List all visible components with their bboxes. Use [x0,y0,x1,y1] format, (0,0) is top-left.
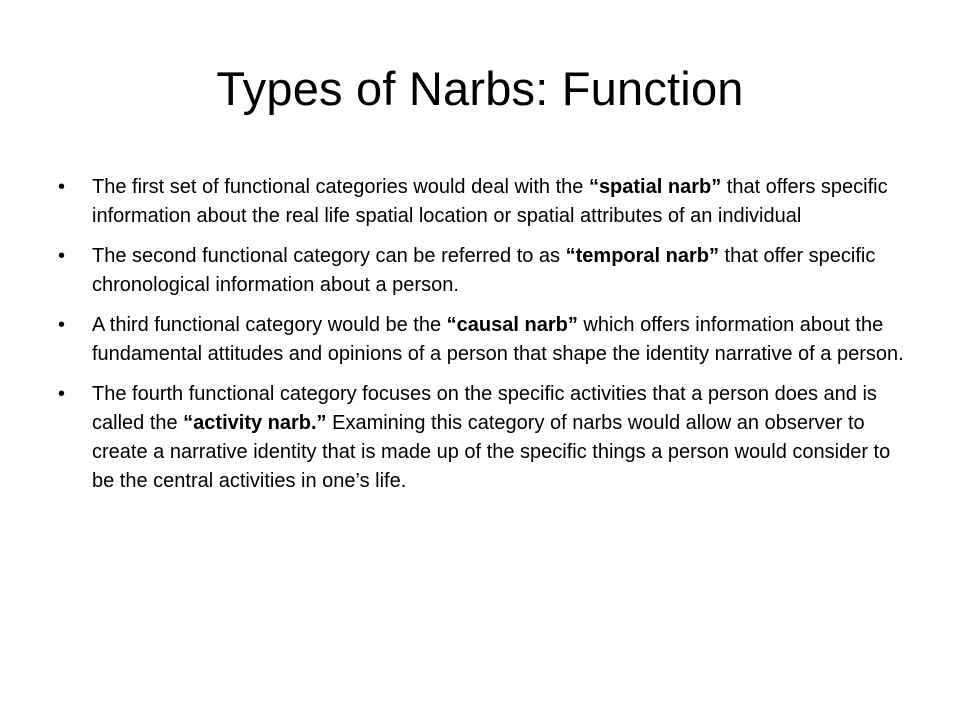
slide-title: Types of Narbs: Function [216,62,744,115]
bullet-list [58,173,908,507]
bullet-text-before: A third functional category would be the [92,314,447,336]
bullet-item-temporal-narb [58,242,908,300]
bullet-text-before: The second functional category can be referred to as [92,245,566,267]
bullet-text-after: that offer specific chronological information about a person. [92,245,876,296]
bullet-item-causal-narb [58,311,908,369]
bullet-term: “causal narb” [446,314,578,336]
bullet-text-before: The fourth functional category focuses on the specific activities that a person does and is called the [92,383,877,434]
bullet-text-after: Examining this category of narbs would allow an observer to create a narrative identity that is made up of the specific things a person would consider to be the central activities in one’s life. [92,412,891,492]
bullet-item-activity-narb [58,380,908,496]
bullet-icon: • [58,383,66,405]
bullet-icon: • [58,176,66,198]
bullet-text-before: The first set of functional categories would deal with the [92,176,589,198]
bullet-icon: • [58,245,66,267]
bullet-term: “temporal narb” [565,245,719,267]
bullet-item-spatial-narb [58,173,908,231]
bullet-icon: • [58,314,66,336]
bullet-text-after: that offers specific information about the real life spatial location or spatial attributes of an individual [92,176,888,227]
bullet-text-after: which offers information about the fundamental attitudes and opinions of a person that shape the identity narrative of a person. [92,314,904,365]
bullet-term: “activity narb.” [183,412,327,434]
bullet-term: “spatial narb” [588,176,722,198]
